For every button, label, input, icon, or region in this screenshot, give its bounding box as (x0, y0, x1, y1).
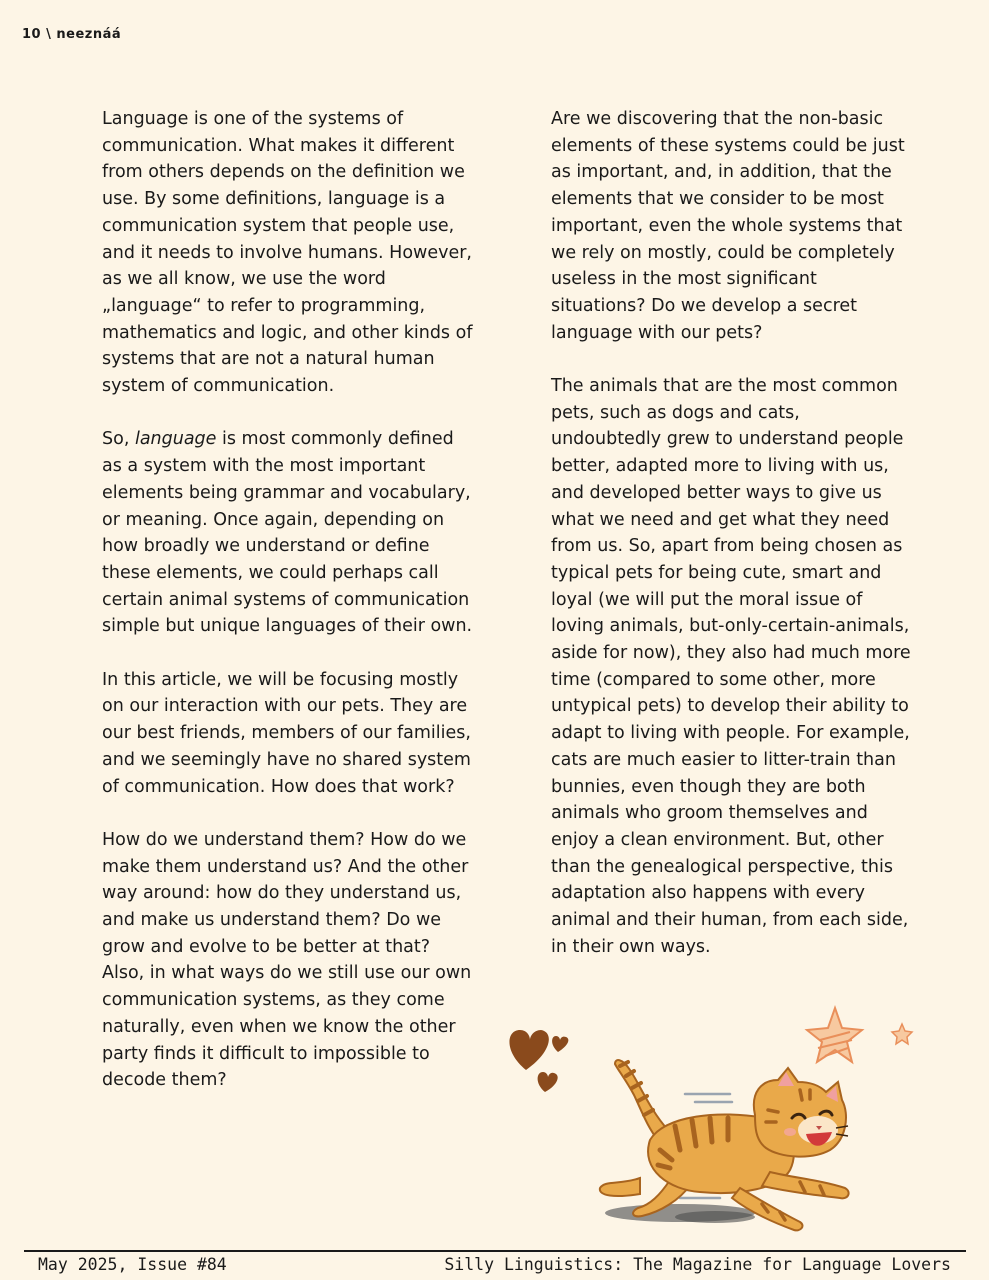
article-left-column (102, 106, 474, 1094)
paragraph-text: So, (102, 429, 135, 450)
article-paragraph (102, 426, 474, 640)
page-number-header: 10 \ neeznáá (22, 27, 122, 42)
article-paragraph: The animals that are the most common pets, such as dogs and cats, undoubtedly grew to understand people better, adapted more to living with us, and developed better ways to give us what we need and get what they need from us. So, apart from being chosen as typical pets for being cute, smart and loyal (we will put the moral issue of loving animals, but-only-certain-animals, aside for now), they also had much more time (compared to some other, more untypical pets) to develop their ability to adapt to living with people. For example, cats are much easier to litter-train than bunnies, even though they are both animals who groom themselves and enjoy a clean environment. But, other than the genealogical perspective, this adaptation also happens with every animal and their human, from each side, in their own ways. (551, 376, 911, 957)
footer-divider (24, 1250, 966, 1252)
running-cat-icon (600, 1060, 849, 1230)
star-icon (892, 1024, 912, 1044)
emphasized-term: language (134, 429, 217, 450)
article-paragraph: In this article, we will be focusing mostly on our interaction with our pets. They are our best friends, members of our families, and we seemingly have no shared system of communication. How does that work? (102, 669, 471, 797)
heart-icon (509, 1030, 548, 1070)
footer-issue: May 2025, Issue #84 (38, 1255, 227, 1274)
heart-icon (538, 1072, 558, 1092)
article-paragraph: How do we understand them? How do we make them understand us? And the other way around: how do they understand us, and make us understand them? Do we grow and evolve to be better at that? Also, in what ways do we still use our own communication systems, as they come naturally, even when we know the other party finds it difficult to impossible to decode them? (102, 829, 472, 1091)
cat-illustration (500, 1000, 920, 1250)
footer-magazine-title: Silly Linguistics: The Magazine for Language Lovers (444, 1255, 951, 1274)
heart-icon (552, 1036, 568, 1052)
paragraph-text: is most commonly defined as a system with the most important elements being grammar and vocabulary, or meaning. Once again, depending on how broadly we understand or define these elements, we could perhaps call certain animal systems of communication simple but unique languages of their own. (102, 429, 473, 637)
article-paragraph: Language is one of the systems of communication. What makes it different from others depends on the definition we use. By some definitions, language is a communication system that people use, and it needs to involve humans. However, as we all know, we use the word „language“ to refer to programming, mathematics and logic, and other kinds of systems that are not a natural human system of communication. (102, 109, 473, 397)
article-paragraph: Are we discovering that the non-basic elements of these systems could be just as important, and, in addition, that the elements that we consider to be most important, even the whole systems that we rely on mostly, could be completely useless in the most significant situations? Do we develop a secret language with our pets? (551, 109, 905, 343)
star-icon (807, 1008, 862, 1062)
article-right-column (551, 106, 913, 960)
shadow-icon (605, 1204, 755, 1223)
